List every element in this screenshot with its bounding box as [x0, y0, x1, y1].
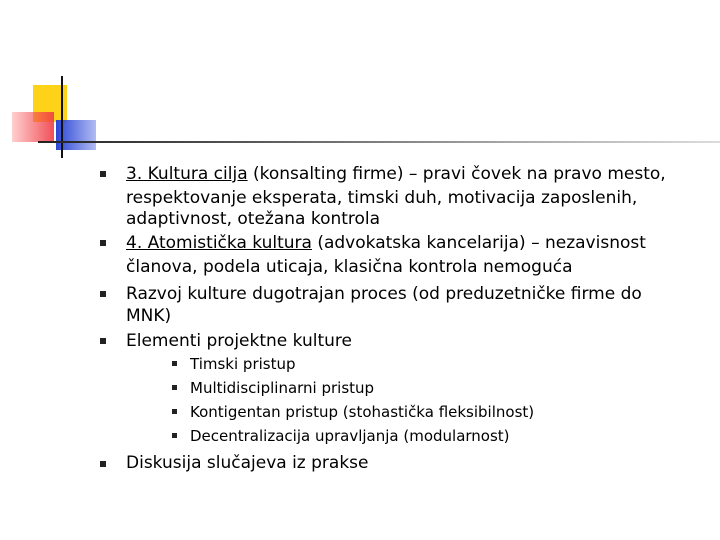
bullet-icon [100, 338, 106, 344]
bullet-2-underlined: 4. Atomistička kultura [126, 233, 312, 253]
bullet-2-line-2: članova, podela uticaja, klasična kontrola nemoguća [126, 257, 573, 277]
subitem-4: Decentralizacija upravljanja (modularnost) [190, 427, 510, 445]
subitem-3: Kontigentan pristup (stohastička fleksibilnost) [190, 403, 535, 421]
sub-bullet-icon [172, 385, 177, 390]
bullet-3-line-1: Razvoj kulture dugotrajan proces (od preduzetničke firme do [126, 284, 642, 304]
bullet-1-line-3: adaptivnost, otežana kontrola [126, 209, 381, 229]
bullet-1-line-1-text: (konsalting firme) – pravi čovek na pravo mesto, [247, 164, 666, 184]
title-divider-line [38, 141, 720, 143]
bullet-3-line-2: MNK) [126, 306, 172, 326]
decor-red-square [12, 112, 54, 142]
bullet-1-underlined: 3. Kultura cilja [126, 164, 248, 184]
bullet-2-line-1-text: (advokatska kancelarija) – nezavisnost [311, 233, 646, 253]
bullet-1-line-1 [126, 162, 666, 186]
bullet-5-line-1: Diskusija slučajeva iz prakse [126, 453, 369, 473]
sub-bullet-icon [172, 433, 177, 438]
bullet-icon [100, 461, 106, 467]
bullet-2-line-1 [126, 231, 646, 255]
bullet-icon [100, 291, 106, 297]
bullet-icon [100, 171, 106, 177]
bullet-4-line-1: Elementi projektne kulture [126, 331, 352, 351]
subitem-2: Multidisciplinarni pristup [190, 379, 375, 397]
decor-vertical-line [61, 76, 63, 158]
sub-bullet-icon [172, 361, 177, 366]
sub-bullet-icon [172, 409, 177, 414]
subitem-1: Timski pristup [190, 355, 296, 373]
bullet-icon [100, 240, 106, 246]
bullet-1-line-2: respektovanje eksperata, timski duh, motivacija zaposlenih, [126, 188, 638, 208]
